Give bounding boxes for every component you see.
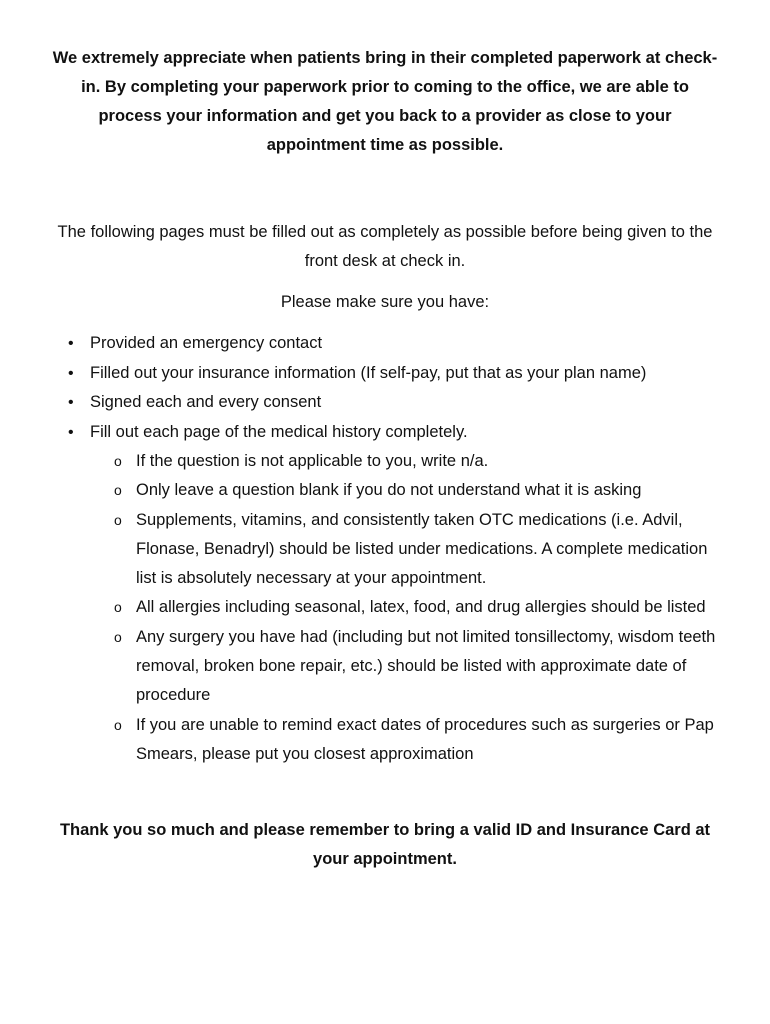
checklist-item-consent	[68, 388, 730, 418]
checklist-item-insurance	[68, 359, 730, 389]
closing-paragraph: Thank you so much and please remember to bring a valid ID and Insurance Card at your appointment.	[59, 821, 711, 869]
bullet-icon: •	[68, 423, 74, 441]
checklist-item-text: Filled out your insurance information (If self-pay, put that as your plan name)	[90, 363, 647, 382]
sub-item-allergies	[114, 593, 730, 622]
bullet-icon: •	[68, 364, 74, 382]
sub-item-surgeries	[114, 623, 730, 711]
sub-item-text: If you are unable to remind exact dates of procedures such as surgeries or Pap Smears, please put you closest approximation	[136, 715, 714, 763]
circle-bullet-icon: o	[114, 599, 122, 616]
circle-bullet-icon: o	[114, 716, 122, 733]
sub-item-approximate-dates	[114, 711, 730, 770]
checklist-item-emergency-contact	[68, 329, 730, 359]
intro-paragraph: We extremely appreciate when patients bring in their completed paperwork at check-in. By completing your paperwork prior to coming to the office, we are able to process your information and get you back to a provider as close to your appointment time as possible.	[52, 49, 718, 154]
checklist-item-text: Fill out each page of the medical history completely.	[90, 422, 468, 441]
medical-history-sublist	[90, 447, 730, 769]
checklist-item-medical-history	[68, 418, 730, 770]
sub-item-text: Supplements, vitamins, and consistently taken OTC medications (i.e. Advil, Flonase, Benadryl) should be listed under medications. A complete medication list is absolutely necessary at your appointment.	[136, 510, 708, 588]
bullet-icon: •	[68, 394, 74, 411]
circle-bullet-icon: o	[114, 453, 122, 469]
circle-bullet-icon: o	[114, 511, 122, 528]
checklist-item-text: Signed each and every consent	[90, 393, 322, 411]
bullet-icon: •	[68, 335, 74, 352]
sub-item-text: All allergies including seasonal, latex, food, and drug allergies should be listed	[136, 598, 706, 617]
checklist-prompt: Please make sure you have:	[280, 293, 490, 311]
checklist-item-text: Provided an emergency contact	[90, 334, 323, 352]
sub-item-text: If the question is not applicable to you, write n/a.	[136, 452, 489, 470]
sub-item-text: Only leave a question blank if you do not understand what it is asking	[136, 481, 642, 500]
sub-item-text: Any surgery you have had (including but not limited tonsillectomy, wisdom teeth removal, broken bone repair, etc.) should be listed with approximate date of procedure	[136, 627, 716, 705]
circle-bullet-icon: o	[114, 628, 122, 645]
instructions-paragraph: The following pages must be filled out as completely as possible before being given to the front desk at check in.	[57, 223, 713, 270]
sub-item-not-applicable	[114, 447, 730, 476]
sub-item-blank-question	[114, 476, 730, 505]
sub-item-medications	[114, 506, 730, 594]
checklist	[40, 329, 730, 769]
circle-bullet-icon: o	[114, 482, 122, 499]
